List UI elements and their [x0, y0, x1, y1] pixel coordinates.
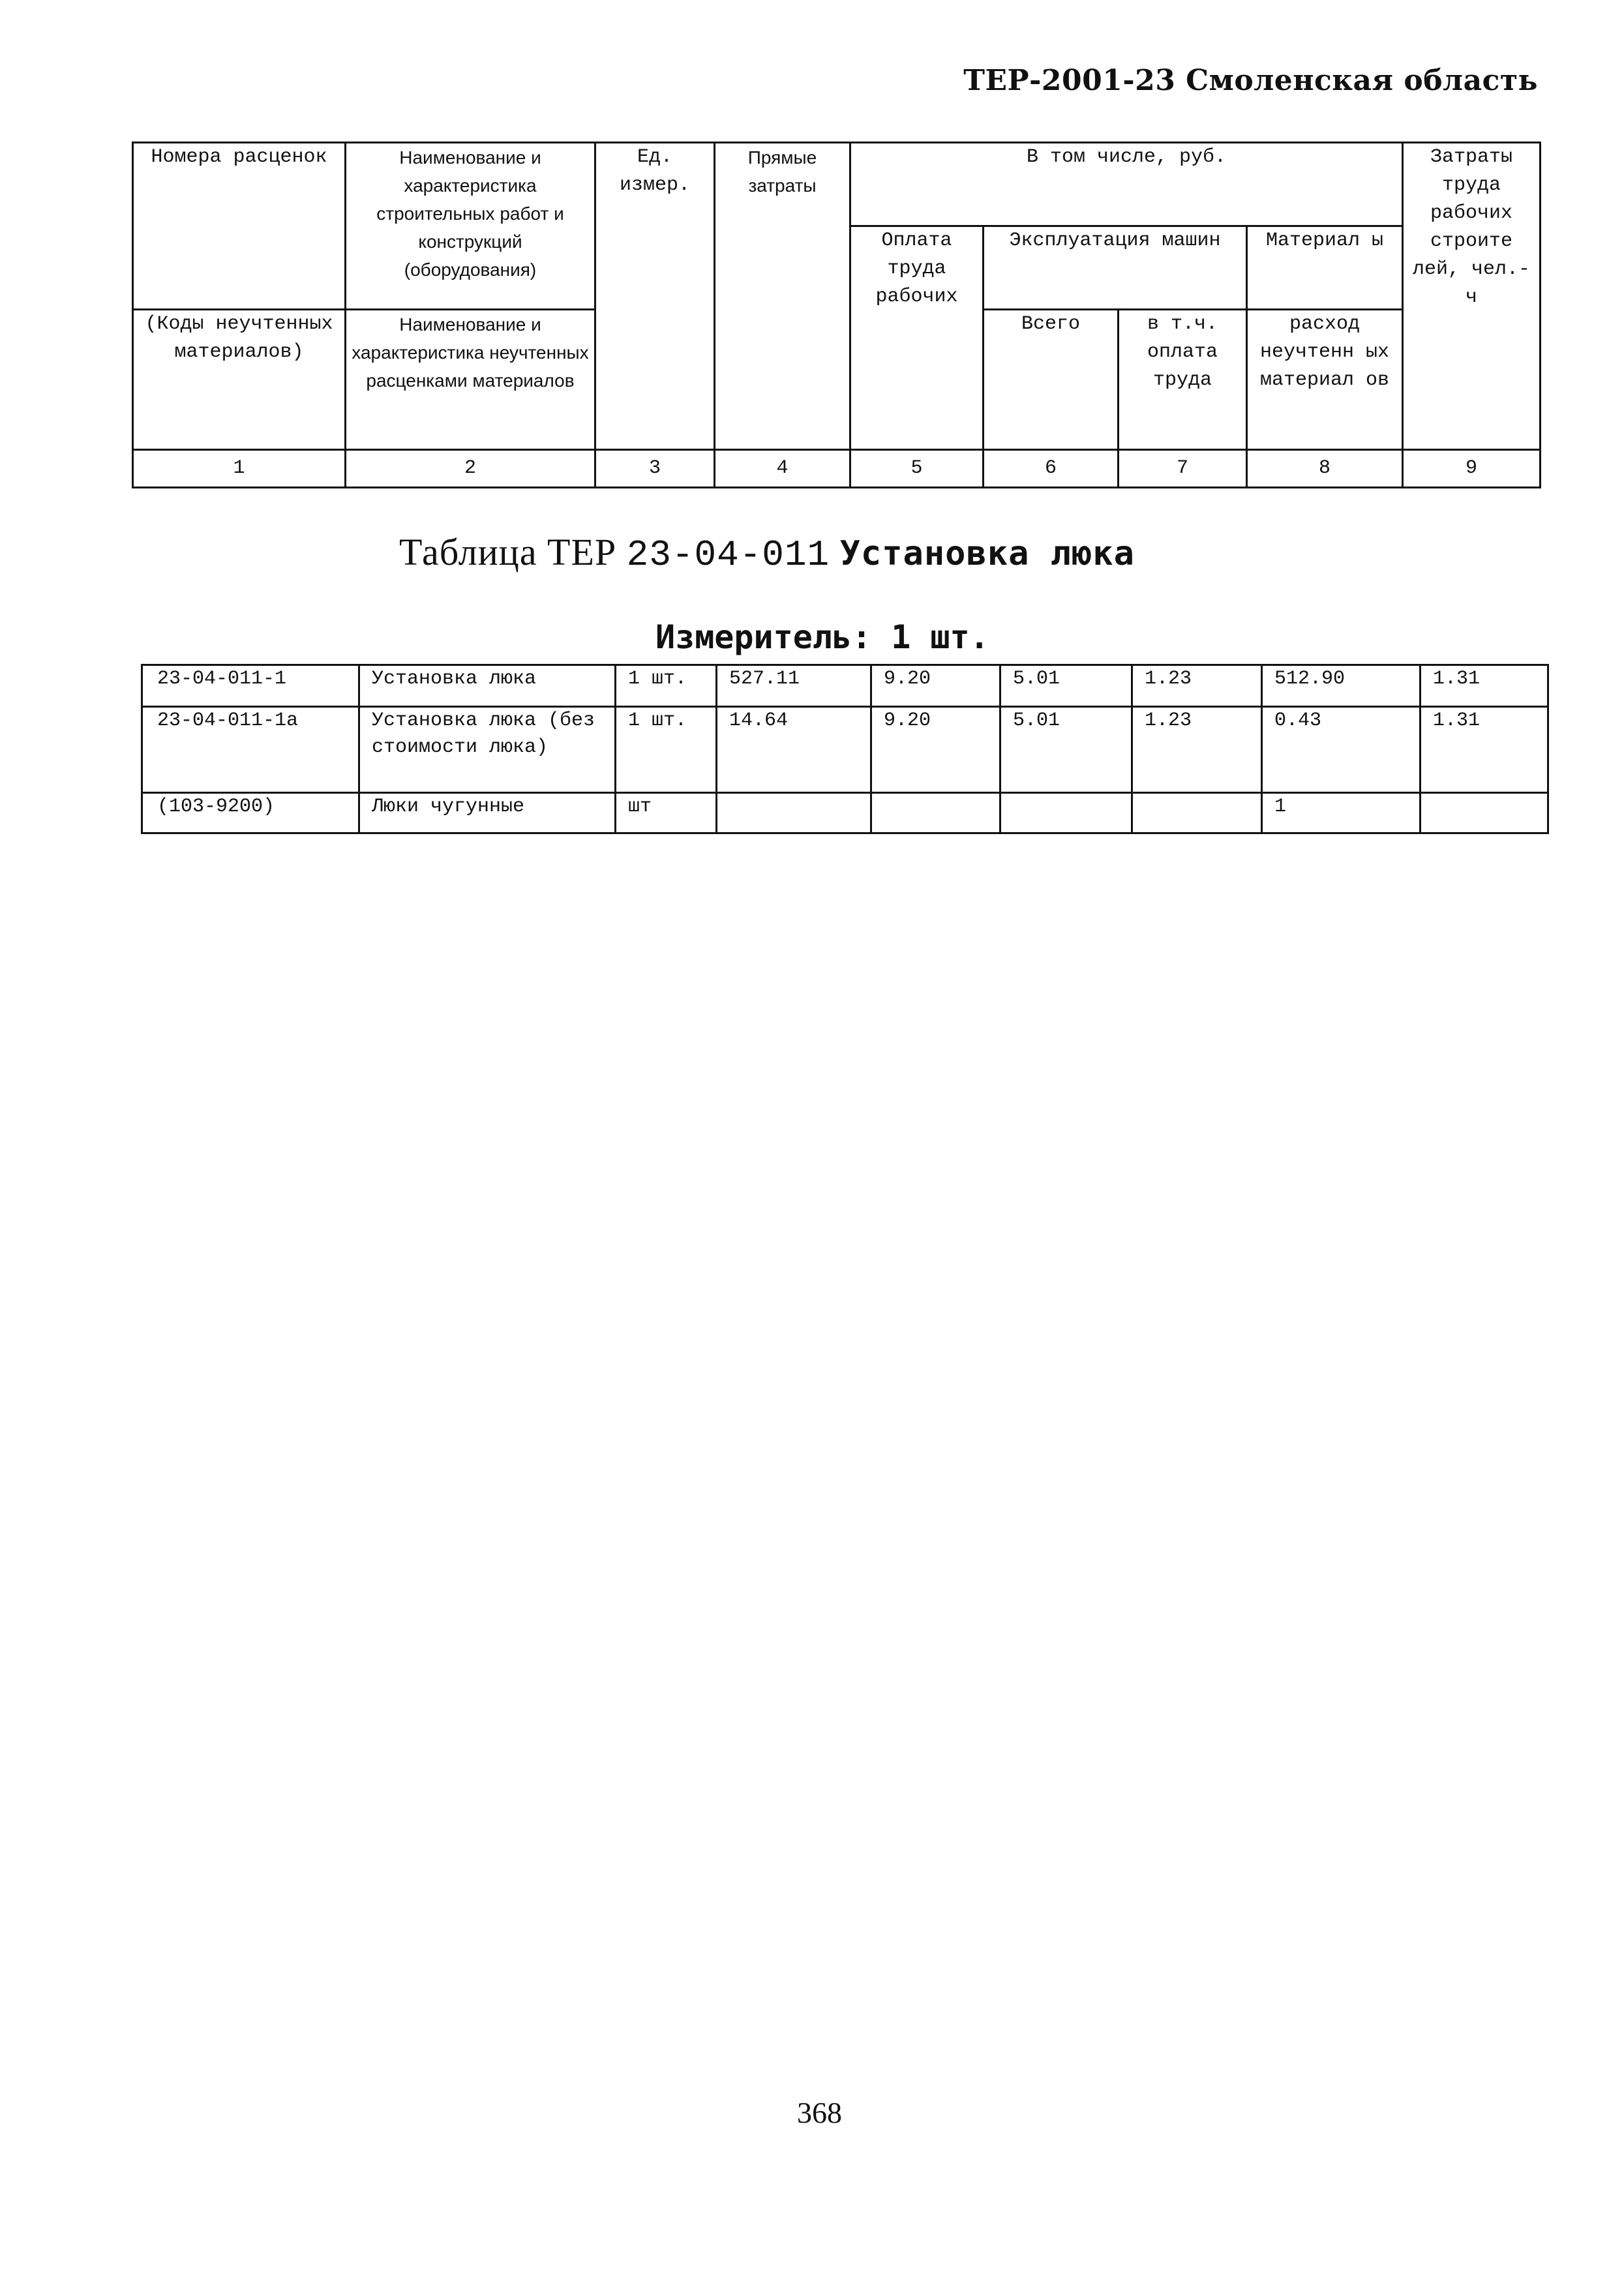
- measure-unit: Измеритель: 1 шт.: [655, 618, 989, 656]
- running-header: ТЕР-2001-23 Смоленская область: [963, 64, 1538, 97]
- col-number: 9: [1403, 450, 1541, 488]
- cell-materials: 0.43: [1262, 707, 1421, 793]
- col-header-8-sub: расход неучтенн ых материал ов: [1247, 310, 1403, 450]
- cell-labor-hours: 1.31: [1421, 665, 1548, 707]
- cell-code: (103-9200): [142, 793, 359, 833]
- cell-direct-costs: 527.11: [717, 665, 871, 707]
- col-number: 4: [715, 450, 850, 488]
- table-row: [142, 793, 1548, 833]
- cell-name: Установка люка: [359, 665, 616, 707]
- col-number: 6: [984, 450, 1119, 488]
- cell-direct-costs: [717, 793, 871, 833]
- cell-labor-hours: [1421, 793, 1548, 833]
- cell-machines-labor: [1132, 793, 1262, 833]
- col-number: 3: [595, 450, 715, 488]
- col-header-6: Всего: [984, 310, 1119, 450]
- cell-machines-labor: 1.23: [1132, 665, 1262, 707]
- page-number: 368: [797, 2096, 842, 2129]
- col-header-4: Прямые затраты: [715, 143, 850, 450]
- table-title-prefix: Таблица ТЕР: [399, 531, 627, 573]
- col-header-machines: Эксплуатация машин: [984, 226, 1247, 310]
- col-number: 5: [850, 450, 984, 488]
- table-row: [142, 665, 1548, 707]
- col-header-2: Наименование и характеристика строительных работ и конструкций (оборудования): [346, 143, 595, 310]
- cell-unit: 1 шт.: [616, 707, 717, 793]
- col-header-2-sub: Наименование и характеристика неучтенных расценками материалов: [346, 310, 595, 450]
- cell-labor-hours: 1.31: [1421, 707, 1548, 793]
- cell-labor-pay: 9.20: [871, 665, 1000, 707]
- column-header-table: [132, 142, 1541, 488]
- cell-machines-labor: 1.23: [1132, 707, 1262, 793]
- col-header-7: в т.ч. оплата труда: [1119, 310, 1247, 450]
- rates-table: [141, 664, 1549, 834]
- table-title-code: 23-04-011: [626, 534, 830, 576]
- cell-code: 23-04-011-1а: [142, 707, 359, 793]
- col-header-8: Материал ы: [1247, 226, 1403, 310]
- col-header-5: Оплата труда рабочих: [850, 226, 984, 450]
- cell-unit: шт: [616, 793, 717, 833]
- table-title-name: Установка люка: [839, 534, 1135, 573]
- cell-direct-costs: 14.64: [717, 707, 871, 793]
- col-header-9: Затраты труда рабочих строите лей, чел.-ч: [1403, 143, 1541, 450]
- cell-materials: 512.90: [1262, 665, 1421, 707]
- col-header-3: Ед. измер.: [595, 143, 715, 450]
- col-number: 8: [1247, 450, 1403, 488]
- cell-code: 23-04-011-1: [142, 665, 359, 707]
- cell-labor-pay: [871, 793, 1000, 833]
- cell-labor-pay: 9.20: [871, 707, 1000, 793]
- cell-unit: 1 шт.: [616, 665, 717, 707]
- cell-machines-total: 5.01: [1000, 707, 1132, 793]
- col-header-1: Номера расценок: [133, 143, 346, 310]
- col-number: 1: [133, 450, 346, 488]
- cell-name: Люки чугунные: [359, 793, 616, 833]
- cell-machines-total: [1000, 793, 1132, 833]
- table-title: [399, 530, 1135, 576]
- col-number: 7: [1119, 450, 1247, 488]
- cell-name: Установка люка (без стоимости люка): [359, 707, 616, 793]
- col-number: 2: [346, 450, 595, 488]
- table-row: [142, 707, 1548, 793]
- cell-machines-total: 5.01: [1000, 665, 1132, 707]
- col-header-group: В том числе, руб.: [850, 143, 1403, 226]
- col-header-1-sub: (Коды неучтенных материалов): [133, 310, 346, 450]
- cell-materials: 1: [1262, 793, 1421, 833]
